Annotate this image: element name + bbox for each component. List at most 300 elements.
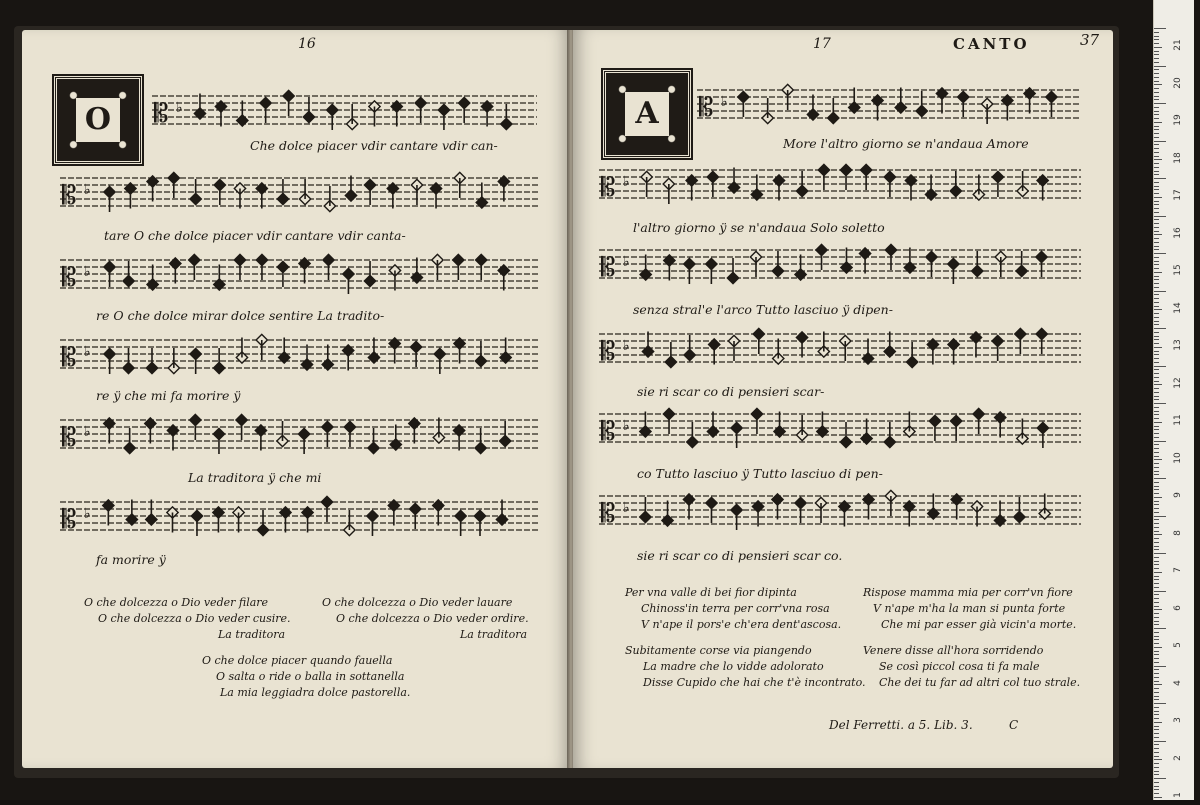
ruler-tick [1154, 557, 1159, 558]
ruler-tick [1154, 407, 1159, 408]
flat-sign-icon: ♭ [623, 174, 630, 190]
ruler-tick [1154, 216, 1166, 217]
staff-notation [60, 494, 538, 546]
clef-icon: 𝄡 [154, 99, 169, 129]
ruler-tick [1154, 264, 1159, 265]
ruler-tick [1154, 486, 1159, 487]
ruler-tick [1154, 403, 1166, 404]
ruler-tick [1154, 339, 1159, 340]
ruler-tick [1154, 156, 1159, 157]
clef-icon: 𝄡 [601, 253, 616, 283]
right-page-number: 17 [813, 36, 831, 52]
staff-notation [152, 88, 537, 140]
ruler-tick [1154, 186, 1159, 187]
ruler-tick [1154, 718, 1159, 719]
ruler-label: 18 [1173, 151, 1183, 164]
ruler-tick [1154, 298, 1159, 299]
ruler-tick [1154, 321, 1159, 322]
ruler-tick [1154, 534, 1162, 535]
ruler-tick [1154, 778, 1166, 779]
clef-icon: 𝄡 [62, 343, 77, 373]
ruler-tick [1154, 636, 1159, 637]
ruler-tick [1154, 287, 1159, 288]
lyric-3: senza stral'e l'arco Tutto lasciuo ÿ dipen- [633, 302, 893, 317]
clef-icon: 𝄡 [601, 173, 616, 203]
ruler-tick [1154, 373, 1159, 374]
ruler-tick [1154, 201, 1159, 202]
clef-icon: 𝄡 [601, 417, 616, 447]
clef-icon: 𝄡 [601, 499, 616, 529]
flat-sign-icon: ♭ [176, 100, 183, 116]
ruler-tick [1154, 553, 1166, 554]
ruler-tick [1154, 621, 1159, 622]
ruler-tick [1154, 673, 1159, 674]
ruler-tick [1154, 257, 1159, 258]
ruler-tick [1154, 789, 1159, 790]
initial-letter: O [76, 98, 120, 142]
ruler-tick [1154, 549, 1159, 550]
verse-line: O che dolcezza o Dio veder filare [84, 596, 269, 609]
ruler-tick [1154, 433, 1159, 434]
ruler-tick [1154, 283, 1159, 284]
ruler-tick [1154, 444, 1159, 445]
ruler-tick [1154, 231, 1159, 232]
ruler-tick [1154, 538, 1159, 539]
ruler-tick [1154, 193, 1159, 194]
staff-1 [152, 88, 537, 129]
ruler-tick [1154, 699, 1159, 700]
ruler-tick [1154, 253, 1166, 254]
ruler-tick [1154, 658, 1159, 659]
verse-line: La traditora [460, 628, 528, 641]
ruler-tick [1154, 692, 1159, 693]
ruler-tick [1154, 388, 1159, 389]
verse-line: Rispose mamma mia per corr'vn fiore [863, 586, 1073, 599]
ruler-tick [1154, 223, 1159, 224]
ruler-tick [1154, 171, 1159, 172]
ruler-tick [1154, 141, 1166, 142]
ruler-tick [1154, 729, 1159, 730]
ruler-tick [1154, 332, 1159, 333]
ruler-tick [1154, 767, 1159, 768]
ruler-tick [1154, 527, 1159, 528]
ruler-tick [1154, 756, 1159, 757]
ruler-tick [1154, 204, 1159, 205]
verse-line: O che dolcezza o Dio veder ordire. [336, 612, 529, 625]
ruler-tick [1154, 429, 1159, 430]
ruler-tick [1154, 354, 1159, 355]
ruler-tick [1154, 493, 1159, 494]
ruler-tick [1154, 276, 1159, 277]
lyric-1: Che dolce piacer vdir cantare vdir can- [250, 138, 498, 153]
verse-line: La mia leggiadra dolce pastorella. [220, 686, 411, 699]
ruler-tick [1154, 744, 1159, 745]
ruler-tick [1154, 752, 1159, 753]
verse-line: Se così piccol cosa ti fa male [879, 660, 1040, 673]
ruler-label: 16 [1173, 226, 1183, 239]
ruler-tick [1154, 568, 1159, 569]
ruler-tick [1154, 381, 1159, 382]
ruler-tick [1154, 561, 1159, 562]
ruler-label: 10 [1173, 451, 1183, 464]
ruler-tick [1154, 58, 1159, 59]
ruler-tick [1154, 208, 1159, 209]
ruler-tick [1154, 696, 1159, 697]
ruler-tick [1154, 36, 1159, 37]
staff-notation [60, 412, 538, 464]
ruler-tick [1154, 628, 1166, 629]
ruler-tick [1154, 422, 1162, 423]
staff-notation [599, 488, 1081, 540]
ruler-label: 17 [1173, 189, 1183, 201]
clef-icon: 𝄡 [62, 423, 77, 453]
ruler-tick [1154, 81, 1159, 82]
ruler-tick [1154, 54, 1159, 55]
ruler-tick [1154, 411, 1159, 412]
ruler-tick [1154, 272, 1162, 273]
ruler-tick [1154, 452, 1159, 453]
flat-sign-icon: ♭ [623, 338, 630, 354]
ruler-tick [1154, 261, 1159, 262]
ruler-tick [1154, 523, 1159, 524]
ruler-label: 11 [1173, 414, 1183, 426]
ruler-tick [1154, 654, 1159, 655]
verse-line: O che dolce piacer quando fauella [202, 654, 393, 667]
ruler-tick [1154, 133, 1159, 134]
ruler-tick [1154, 366, 1166, 367]
staff-4 [60, 332, 538, 373]
verse-line: O che dolcezza o Dio veder lauare [322, 596, 513, 609]
ruler-tick [1154, 677, 1159, 678]
ruler-tick [1154, 152, 1159, 153]
ruler-tick [1154, 84, 1162, 85]
section-heading: CANTO [953, 35, 1030, 53]
ruler-tick [1154, 519, 1159, 520]
ruler-label: 14 [1173, 301, 1183, 314]
verse-line: Venere disse all'hora sorridendo [863, 644, 1044, 657]
ruler-tick [1154, 763, 1159, 764]
ruler-tick [1154, 118, 1159, 119]
ruler-label: 7 [1173, 567, 1183, 573]
ruler-tick [1154, 103, 1166, 104]
ruler-tick [1154, 688, 1159, 689]
ruler-tick [1154, 369, 1159, 370]
ruler-tick [1154, 129, 1159, 130]
ruler-tick [1154, 471, 1159, 472]
initial-letter-block [603, 70, 691, 158]
ruler-tick [1154, 797, 1162, 798]
ruler-tick [1154, 602, 1159, 603]
ruler-tick [1154, 144, 1159, 145]
ruler-tick [1154, 459, 1162, 460]
ruler-tick [1154, 448, 1159, 449]
ruler-tick [1154, 362, 1159, 363]
ruler-tick [1154, 62, 1159, 63]
ruler-tick [1154, 197, 1162, 198]
ruler-tick [1154, 467, 1159, 468]
ruler-tick [1154, 324, 1159, 325]
left-page [22, 30, 570, 768]
ruler-label: 5 [1173, 642, 1183, 648]
staff-4 [599, 326, 1081, 367]
staff-notation [599, 326, 1081, 378]
ruler-label: 6 [1173, 604, 1183, 611]
lyric-1: More l'altro giorno se n'andaua Amore [783, 136, 1029, 151]
ruler-tick [1154, 632, 1159, 633]
ruler-tick [1154, 51, 1159, 52]
ruler-tick [1154, 579, 1159, 580]
ruler-tick [1154, 189, 1159, 190]
ruler-tick [1154, 249, 1159, 250]
clef-icon: 𝄡 [62, 181, 77, 211]
ruler-tick [1154, 343, 1159, 344]
staff-5 [599, 406, 1081, 447]
ruler-tick [1154, 384, 1162, 385]
ruler-tick [1154, 238, 1159, 239]
ruler-tick [1154, 122, 1162, 123]
lyric-2: l'altro giorno ÿ se n'andaua Solo soletto [633, 220, 885, 235]
verse-line: Per vna valle di bei fior dipinta [625, 586, 797, 599]
ruler-tick [1154, 684, 1162, 685]
ruler-tick [1154, 774, 1159, 775]
staff-notation [599, 162, 1081, 214]
lyric-6: sie ri scar co di pensieri scar co. [637, 548, 843, 563]
ruler-tick [1154, 662, 1159, 663]
ruler-tick [1154, 242, 1159, 243]
staff-2 [599, 162, 1081, 203]
ruler-tick [1154, 174, 1159, 175]
lyric-5: La traditora ÿ che mi [188, 470, 322, 485]
ruler-tick [1154, 786, 1159, 787]
clef-icon: 𝄡 [601, 337, 616, 367]
ruler-tick [1154, 426, 1159, 427]
verse-line: Che mi par esser già vicin'a morte. [881, 618, 1077, 631]
ruler-tick [1154, 714, 1159, 715]
ruler-tick [1154, 347, 1162, 348]
clef-icon: 𝄡 [699, 93, 714, 123]
initial-letter-block [54, 76, 142, 164]
ruler-tick [1154, 711, 1159, 712]
lyric-5: co Tutto lasciuo ÿ Tutto lasciuo di pen- [637, 466, 883, 481]
ruler-label: 21 [1173, 39, 1183, 51]
verse-line: Subitamente corse via piangendo [625, 644, 812, 657]
staff-5 [60, 412, 538, 453]
ruler-tick [1154, 126, 1159, 127]
ruler-tick [1154, 212, 1159, 213]
ruler-tick [1154, 137, 1159, 138]
ruler-tick [1154, 148, 1159, 149]
ruler-tick [1154, 392, 1159, 393]
ruler-tick [1154, 294, 1159, 295]
flat-sign-icon: ♭ [721, 94, 728, 110]
staff-notation [599, 242, 1081, 294]
ruler-tick [1154, 516, 1166, 517]
ruler-tick [1154, 43, 1159, 44]
verse-line: O salta o ride o balla in sottanella [216, 670, 405, 683]
ruler-tick [1154, 666, 1166, 667]
ruler-label: 20 [1173, 76, 1183, 89]
verse-line: La traditora [218, 628, 286, 641]
ruler-tick [1154, 441, 1166, 442]
ruler-tick [1154, 576, 1159, 577]
ruler-tick [1154, 542, 1159, 543]
ruler-label: 13 [1173, 339, 1183, 351]
ruler-label: 12 [1173, 376, 1183, 389]
ruler-tick [1154, 306, 1159, 307]
ruler-tick [1154, 182, 1159, 183]
ruler-tick [1154, 587, 1159, 588]
ruler-tick [1154, 508, 1159, 509]
ruler-tick [1154, 531, 1159, 532]
verse-line: V n'ape m'ha la man si punta forte [873, 602, 1066, 615]
ruler-tick [1154, 377, 1159, 378]
lyric-3: re O che dolce mirar dolce sentire La tradito- [96, 308, 385, 323]
lyric-4: re ÿ che mi fa morire ÿ [96, 388, 241, 403]
ruler-tick [1154, 609, 1162, 610]
ruler-label: 1 [1173, 792, 1183, 798]
ruler-tick [1154, 594, 1159, 595]
ruler-tick [1154, 268, 1159, 269]
ruler-tick [1154, 474, 1159, 475]
ruler-tick [1154, 748, 1159, 749]
ruler-tick [1154, 28, 1166, 29]
ruler-tick [1154, 69, 1159, 70]
flat-sign-icon: ♭ [84, 424, 91, 440]
ruler-tick [1154, 336, 1159, 337]
ruler-tick [1154, 793, 1159, 794]
ruler-tick [1154, 302, 1159, 303]
ruler-tick [1154, 639, 1159, 640]
ruler-tick [1154, 624, 1159, 625]
ruler-tick [1154, 733, 1159, 734]
ruler-tick [1154, 606, 1159, 607]
ruler-tick [1154, 88, 1159, 89]
ruler-tick [1154, 313, 1159, 314]
ruler-tick [1154, 111, 1159, 112]
ruler-tick [1154, 572, 1162, 573]
flat-sign-icon: ♭ [84, 182, 91, 198]
flat-sign-icon: ♭ [623, 418, 630, 434]
ruler-label: 9 [1173, 492, 1183, 498]
ruler-tick [1154, 759, 1162, 760]
staff-6 [60, 494, 538, 535]
attribution-footer: Del Ferretti. a 5. Lib. 3. [829, 718, 973, 732]
ruler-tick [1154, 463, 1159, 464]
ruler-tick [1154, 564, 1159, 565]
ruler-label: 8 [1173, 529, 1183, 536]
ruler-tick [1154, 681, 1159, 682]
ruler-tick [1154, 726, 1159, 727]
ruler-tick [1154, 703, 1166, 704]
verse-line: La madre che lo vidde adolorato [643, 660, 824, 673]
ruler-tick [1154, 669, 1159, 670]
flat-sign-icon: ♭ [84, 344, 91, 360]
staff-notation [599, 406, 1081, 458]
ruler-tick [1154, 707, 1159, 708]
ruler-tick [1154, 478, 1166, 479]
ruler-tick [1154, 317, 1159, 318]
right-page [573, 30, 1113, 768]
staff-notation [60, 332, 538, 384]
staff-2 [60, 170, 538, 211]
ruler-tick [1154, 358, 1159, 359]
verse-line: Chinoss'in terra per corr'vna rosa [641, 602, 830, 615]
ruler-tick [1154, 107, 1159, 108]
staff-3 [599, 242, 1081, 283]
flat-sign-icon: ♭ [623, 254, 630, 270]
ruler-label: 19 [1173, 114, 1183, 126]
staff-1 [697, 82, 1081, 123]
ruler-tick [1154, 399, 1159, 400]
ruler-tick [1154, 178, 1166, 179]
signature-mark: C [1009, 718, 1019, 732]
ruler-tick [1154, 647, 1162, 648]
ruler-tick [1154, 396, 1159, 397]
clef-icon: 𝄡 [62, 263, 77, 293]
ruler-tick [1154, 351, 1159, 352]
ruler-tick [1154, 617, 1159, 618]
ruler-tick [1154, 77, 1159, 78]
left-page-number: 16 [298, 36, 316, 52]
ruler-tick [1154, 328, 1166, 329]
ruler-tick [1154, 456, 1159, 457]
ruler-label: 15 [1173, 264, 1183, 276]
ruler-tick [1154, 159, 1162, 160]
ruler-tick [1154, 504, 1159, 505]
ruler-tick [1154, 771, 1159, 772]
ruler-tick [1154, 246, 1159, 247]
ruler-tick [1154, 92, 1159, 93]
ruler-tick [1154, 613, 1159, 614]
ruler-tick [1154, 219, 1159, 220]
ruler-tick [1154, 546, 1159, 547]
flat-sign-icon: ♭ [84, 506, 91, 522]
staff-3 [60, 252, 538, 293]
flat-sign-icon: ♭ [623, 500, 630, 516]
staff-notation [60, 170, 538, 222]
ruler-tick [1154, 651, 1159, 652]
ruler-tick [1154, 234, 1162, 235]
ruler-tick [1154, 501, 1159, 502]
ruler-tick [1154, 737, 1159, 738]
lyric-2: tare O che dolce piacer vdir cantare vdir canta- [104, 228, 406, 243]
ruler-tick [1154, 291, 1166, 292]
ruler-tick [1154, 497, 1162, 498]
ruler-tick [1154, 73, 1159, 74]
ruler-tick [1154, 163, 1159, 164]
ruler-tick [1154, 99, 1159, 100]
ruler-tick [1154, 489, 1159, 490]
ruler-tick [1154, 482, 1159, 483]
ruler-tick [1154, 598, 1159, 599]
ruler-tick [1154, 279, 1159, 280]
ruler-tick [1154, 114, 1159, 115]
staff-6 [599, 488, 1081, 529]
flat-sign-icon: ♭ [84, 264, 91, 280]
ruler-tick [1154, 643, 1159, 644]
ruler-tick [1154, 591, 1166, 592]
ruler-tick [1154, 583, 1159, 584]
clef-icon: 𝄡 [62, 505, 77, 535]
ruler-tick [1154, 39, 1159, 40]
ruler-tick [1154, 414, 1159, 415]
ruler-tick [1154, 47, 1162, 48]
ruler-tick [1154, 437, 1159, 438]
initial-letter: A [625, 92, 669, 136]
ruler-tick [1154, 782, 1159, 783]
ruler-tick [1154, 309, 1162, 310]
ruler-label: 3 [1173, 717, 1183, 723]
